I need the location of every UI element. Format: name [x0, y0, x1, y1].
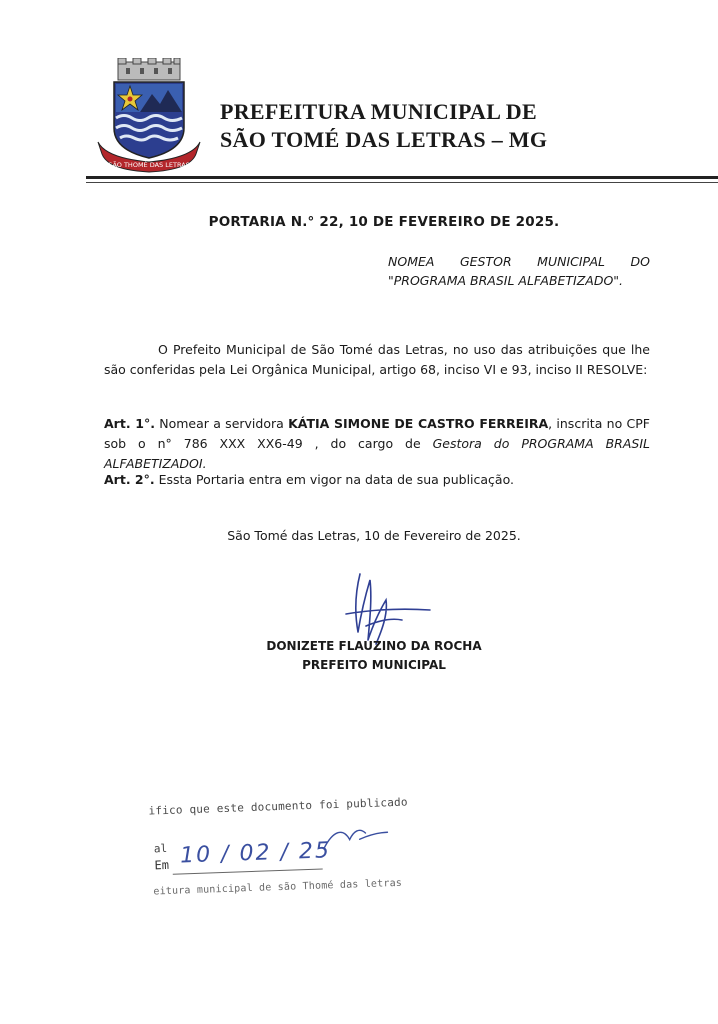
organization-title	[220, 98, 640, 154]
document-title: PORTARIA N.° 22, 10 DE FEVEREIRO DE 2025.	[208, 214, 560, 230]
ementa-word: NOMEA	[388, 254, 435, 269]
article-1-role: Gestora do PROGRAMA BRASIL ALFABETIZADOI.	[104, 436, 650, 471]
article-2-label: Art. 2°.	[104, 472, 155, 487]
publication-stamp	[148, 795, 411, 904]
signer-name: DONIZETE FLAUZINO DA ROCHA	[266, 639, 482, 653]
appointee-name: KÁTIA SIMONE DE CASTRO FERREIRA	[288, 416, 549, 431]
article-1-text-a: Nomear a servidora	[154, 416, 289, 431]
signer-role: PREFEITO MUNICIPAL	[302, 658, 446, 672]
stamp-fragment: al	[153, 841, 168, 856]
ementa	[388, 252, 650, 290]
stamp-certification-text: ifico que este documento foi publicado	[148, 795, 408, 818]
article-1-text-b: , inscrita no CPF sob o n° 786 XXX XX6-49 , do cargo de	[104, 416, 651, 451]
org-line-2: SÃO TOMÉ DAS LETRAS – MG	[220, 127, 548, 152]
stamp-handwritten-date: 10 / 02 / 25	[179, 838, 332, 869]
article-2-text: Essta Portaria entra em vigor na data de sua publicação.	[154, 472, 514, 487]
article-1-label: Art. 1°.	[104, 416, 155, 431]
stamp-office-text: eitura municipal de são Thomé das letras	[153, 877, 403, 898]
header-rule	[86, 176, 718, 179]
crest-motto: SÃO THOMÉ DAS LETRAS	[108, 161, 190, 169]
stamp-em-label: Em	[154, 857, 170, 873]
stamp-initials	[319, 818, 390, 860]
intro-paragraph: O Prefeito Municipal de São Tomé das Letras, no uso das atribuições que lhe são conferidas pela Lei Orgânica Municipal, artigo 68, inciso VI e 93, inciso II RESOLVE:	[104, 342, 650, 377]
ementa-word: DO	[630, 254, 650, 269]
stamp-underline	[173, 869, 323, 875]
article-1	[104, 414, 650, 474]
ementa-word: GESTOR	[459, 254, 512, 269]
org-line-1: PREFEITURA MUNICIPAL DE	[220, 99, 537, 124]
place-and-date: São Tomé das Letras, 10 de Fevereiro de 2025.	[227, 528, 521, 543]
ementa-line-2: "PROGRAMA BRASIL ALFABETIZADO".	[388, 273, 624, 288]
ementa-word: MUNICIPAL	[537, 254, 605, 269]
article-2	[104, 470, 650, 490]
header-rule-thin	[86, 182, 718, 183]
signer-block	[0, 637, 718, 675]
municipal-crest-icon	[96, 58, 202, 174]
